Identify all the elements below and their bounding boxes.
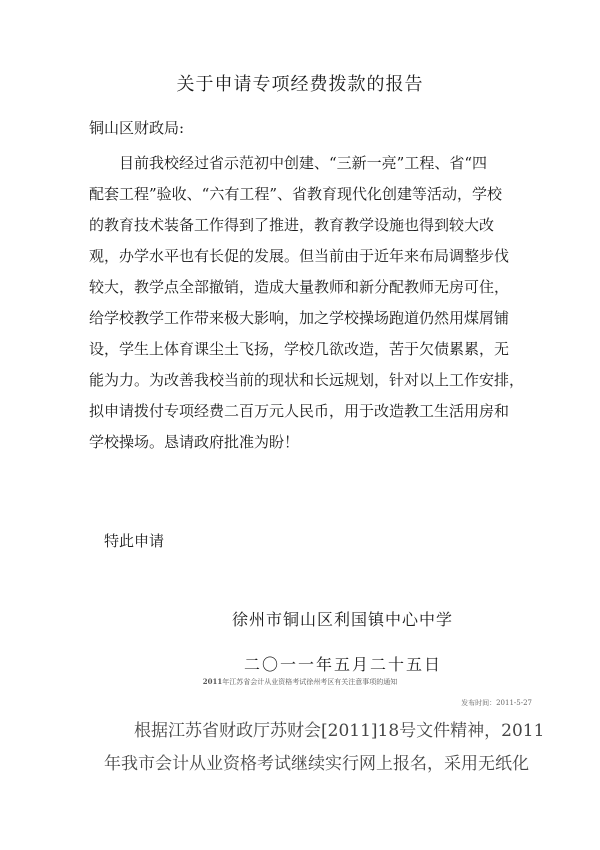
body-line: 配套工程”验收、“六有工程”、省教育现代化创建等活动，学校	[89, 185, 503, 203]
body-line: 目前我校经过省示范初中创建、“三新一亮”工程、省“四	[119, 154, 488, 172]
body-line: 较大，教学点全部撤销，造成大量教师和新分配教师无房可住，	[89, 278, 510, 296]
body-line: 的教育技术装备工作得到了推进，教育教学设施也得到较大改	[89, 216, 495, 234]
letter-salutation: 铜山区财政局:	[89, 119, 185, 137]
notice-body-line: 年我市会计从业资格考试继续实行网上报名，采用无纸化	[104, 754, 529, 774]
notice-title-text: 年江苏省会计从业资格考试徐州考区有关注意事项的通知	[222, 678, 398, 686]
signature-date: 二〇一一年五月二十五日	[244, 655, 443, 674]
body-line: 学校操场。恳请政府批准为盼！	[89, 433, 300, 451]
letter-body	[89, 148, 525, 458]
letter-title: 关于申请专项经费拨款的报告	[176, 74, 424, 95]
signature-organization: 徐州市铜山区利国镇中心中学	[232, 610, 454, 629]
body-line: 拟申请拨付专项经费二百万元人民币，用于改造教工生活用房和	[89, 402, 510, 420]
body-line: 能为力。为改善我校当前的现状和长远规划，针对以上工作安排，	[89, 371, 525, 389]
notice-body-line: 根据江苏省财政厅苏财会[2011]18号文件精神，2011	[134, 721, 545, 741]
notice-publish-time: 发布时间：2011-5-27	[461, 699, 532, 707]
body-line: 观，办学水平也有长促的发展。但当前由于近年来布局调整步伐	[89, 247, 510, 265]
body-line: 设，学生上体育课尘土飞扬，学校几欲改造，苦于欠债累累，无	[89, 340, 510, 358]
notice-body	[104, 715, 545, 781]
body-line: 给学校教学工作带来极大影响，加之学校操场跑道仍然用煤屑铺	[89, 309, 510, 327]
notice-title-year: 2011	[202, 677, 223, 686]
notice-title	[0, 677, 600, 687]
letter-closing: 特此申请	[104, 532, 165, 550]
